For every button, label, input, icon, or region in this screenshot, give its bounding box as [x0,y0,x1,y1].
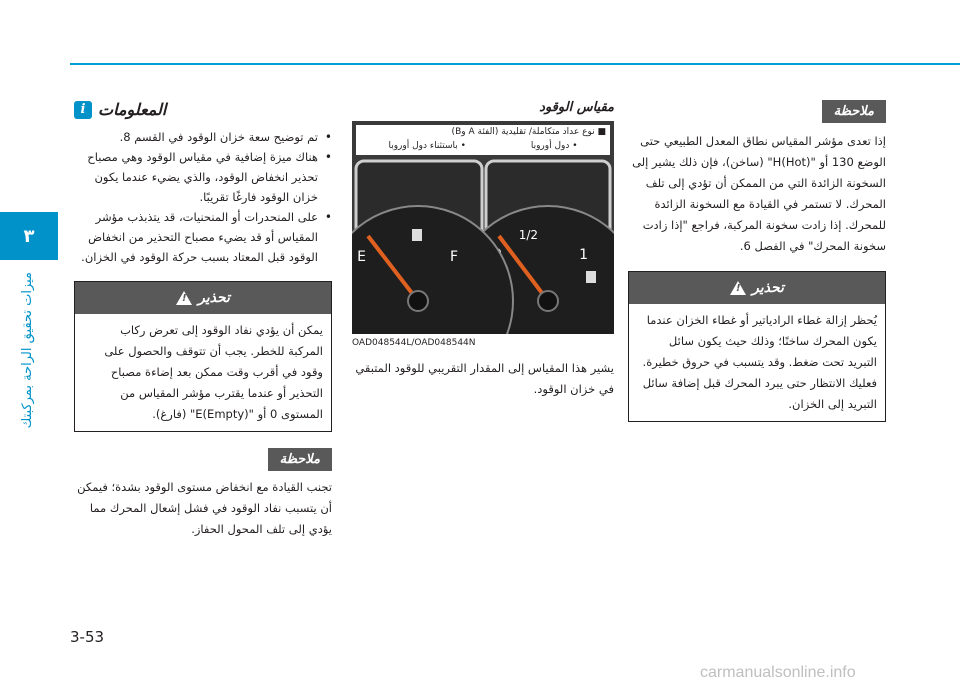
gauge-europe-full-label: 1 [579,247,588,263]
fuel-pump-icon [586,271,596,283]
temp-note-tag: ملاحظة [822,100,886,123]
info-title: المعلومات [98,100,167,119]
fuel-gauges-illustration [352,121,614,334]
fuel-warning-header [75,282,331,314]
fuel-warning-text: يمكن أن يؤدي نفاد الوقود إلى تعرض ركاب المركبة للخطر. يجب أن تتوقف والحصول على وقود في أقرب وقت ممكن بعد إضاءة مصباح التحذير أو عندما يقترب مؤشر المقياس من المستوى 0 أو "(Empty)E" (فارغ). [104,323,323,421]
radiator-warning-text: يُحظر إزالة غطاء الرادياتير أو غطاء الخزان عندما يكون المحرك ساخنًا؛ وذلك حيث يكون سائل التبريد تحت ضغط. وقد يتسبب في حروق خطيرة. فعليك الانتظار حتى يبرد المحرك قبل إضافة سائل التبريد إلى الخزان. [642,313,877,411]
gauge-non-europe-empty-label: E [357,249,366,265]
fuel-warning-title: تحذير [198,290,230,306]
warning-triangle-icon [730,281,746,295]
fuel-note [74,448,332,540]
info-bullets [74,127,332,267]
temperature-column [628,100,886,422]
gauge-caption-type: ■ نوع عداد متكاملة/ تقليدية (الفئة A وB) [451,127,606,137]
page-number: 3-53 [70,628,105,646]
info-icon: i [74,101,92,119]
fuel-note-text: تجنب القيادة مع انخفاض مستوى الوقود بشدة؛ فيمكن أن يتسبب نفاد الوقود في فشل إشعال المحرك مما يؤدي إلى تلف المحول الحفاز. [77,480,332,536]
info-bullet-1: • تم توضيح سعة خزان الوقود في القسم 8. [74,127,332,147]
radiator-warning-header [629,272,885,304]
gauge-non-europe-full-label: F [449,249,458,265]
image-code: OAD048544L/OAD048544N [352,338,476,348]
fuel-note-tag: ملاحظة [268,448,332,471]
info-bullet-2: • هناك ميزة إضافية في مقياس الوقود وهي مصباح تحذير انخفاض الوقود، والذي يضيء عندما يكون خزان الوقود فارغًا تقريبًا. [74,147,332,207]
chapter-sidebar [0,0,58,685]
fuel-gauge-title: مقياس الوقود [539,100,614,115]
info-bullet-3: • على المنحدرات أو المنحنيات، قد يتذبذب مؤشر المقياس أو قد يضيء مصباح التحذير من انخفاض الوقود قبل المعتاد بسبب حركة الوقود في الخزان. [74,207,332,267]
fuel-warning-box [74,281,332,432]
top-divider-line [70,63,960,65]
fuel-gauge-column [352,100,614,400]
fuel-gauge-figure [352,121,614,334]
chapter-number-tab: ٣ [0,212,58,260]
gauge-europe-half-label: 1/2 [518,228,538,242]
info-heading [74,100,332,119]
fuel-gauge-description: يشير هذا المقياس إلى المقدار التقريبي للوقود المتبقي في خزان الوقود. [355,361,614,396]
radiator-warning-title: تحذير [752,280,784,296]
temp-note [628,100,886,257]
fuel-pump-icon [412,229,422,241]
info-column [74,100,332,540]
radiator-warning-box [628,271,886,422]
gauge-caption-non-europe: • باستثناء دول أوروبا [388,141,466,151]
warning-triangle-icon [176,291,192,305]
gauge-caption-europe: • دول أوروبا [530,141,578,151]
temp-note-text: إذا تعدى مؤشر المقياس نطاق المعدل الطبيعي حتى الوضع 130 أو "(Hot)H" (ساخن)، فإن ذلك يشير إلى السخونة الزائدة التي من الممكن أن تؤدي إلى تلف المحرك. لا تستمر في القيادة مع السخونة الزائدة للمحرك. إذا زادت سخونة المركبة، فراجع "إذا زادت سخونة المحرك" في الفصل 6. [632,134,886,253]
chapter-title: ميزات تحقيق الراحة بمركبتك [20,272,35,429]
watermark: carmanualsonline.info [700,664,856,681]
